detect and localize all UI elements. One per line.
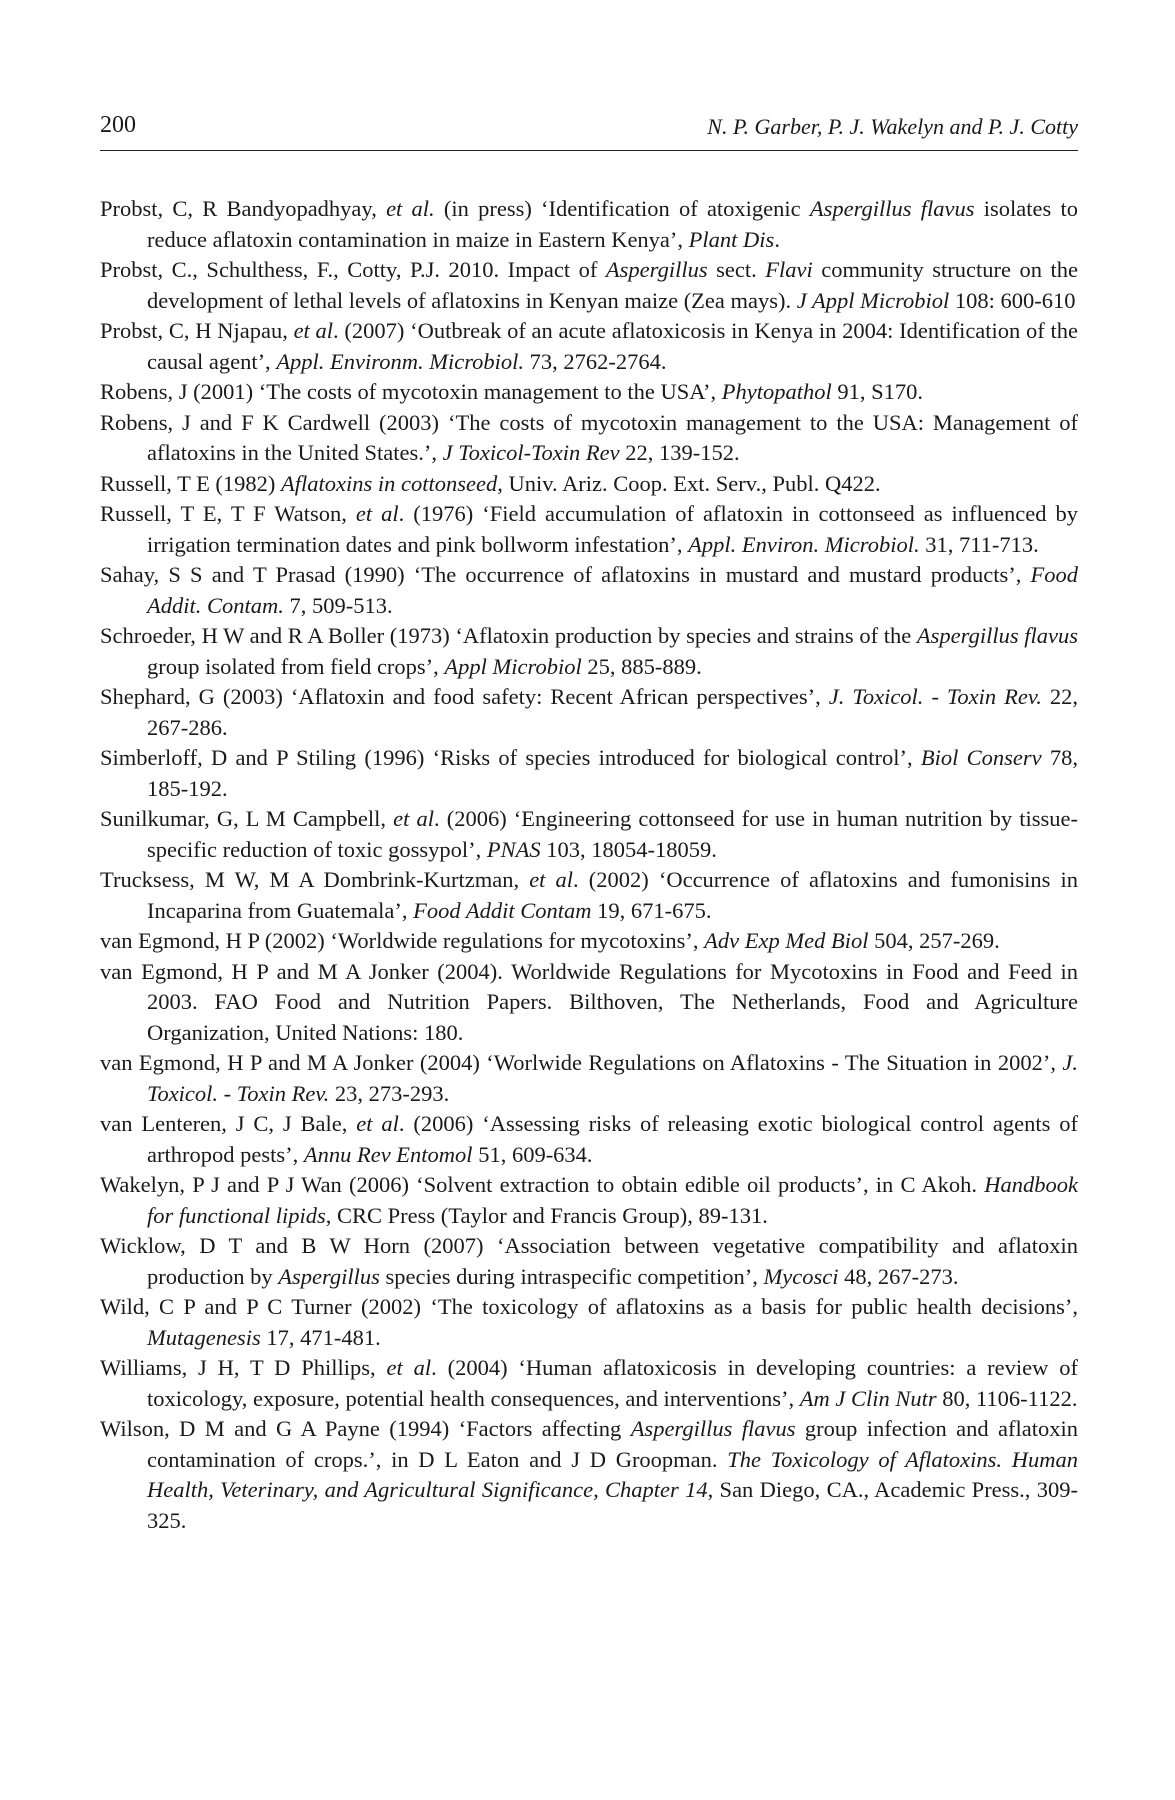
reference-text: van Lenteren, J C, J Bale,: [100, 1111, 357, 1136]
reference-text: 25, 885-889.: [581, 653, 702, 679]
reference-text: Simberloff, D and P Stiling (1996) ‘Risks of species introduced for biological control’,: [100, 745, 921, 770]
reference-italic-text: Aspergillus flavus: [916, 623, 1078, 648]
reference-entry: [100, 682, 1078, 743]
reference-text: Wakelyn, P J and P J Wan (2006) ‘Solvent extraction to obtain edible oil products’, in C Akoh.: [100, 1172, 985, 1197]
reference-entry: [100, 316, 1078, 377]
reference-text: Wicklow, D T and B W Horn (2007) ‘Association between vegetative compatibility and aflatoxin production by: [100, 1233, 1078, 1289]
reference-entry: [100, 1170, 1078, 1231]
reference-text: isolates to reduce aflatoxin contamination in maize in Eastern Kenya’,: [147, 196, 1078, 252]
reference-text: Sunilkumar, G, L M Campbell,: [100, 806, 394, 831]
reference-text: 22, 267-286.: [147, 684, 1079, 740]
reference-entry: [100, 560, 1078, 621]
reference-italic-text: et al.: [386, 196, 435, 221]
reference-italic-text: J. Toxicol. - Toxin Rev.: [828, 684, 1042, 709]
reference-entry: [100, 1414, 1078, 1536]
reference-italic-text: J. Toxicol. - Toxin Rev.: [147, 1050, 1078, 1106]
reference-text: community structure on the development of lethal levels of aflatoxins in Kenyan maize (Zea mays).: [147, 257, 1078, 313]
reference-entry: [100, 743, 1078, 804]
reference-italic-text: Aspergillus: [605, 257, 708, 282]
reference-entry: [100, 469, 1078, 500]
reference-text: .: [774, 226, 780, 252]
reference-italic-text: Appl Microbiol: [444, 653, 582, 679]
reference-italic-text: Adv Exp Med Biol: [704, 928, 869, 953]
reference-text: Wilson, D M and G A Payne (1994) ‘Factors affecting: [100, 1416, 631, 1441]
reference-italic-text: et al: [293, 318, 334, 343]
reference-text: Schroeder, H W and R A Boller (1973) ‘Aflatoxin production by species and strains of the: [100, 623, 917, 648]
reference-italic-text: et al: [529, 867, 574, 892]
reference-text: 23, 273-293.: [329, 1080, 450, 1106]
reference-italic-text: et al: [393, 806, 434, 831]
page-header: [100, 112, 1078, 151]
reference-italic-text: Biol Conserv: [920, 745, 1042, 770]
reference-italic-text: The Toxicology of Aflatoxins. Human Health, Veterinary, and Agricultural Significance, Chapter 14: [147, 1446, 1078, 1502]
reference-entry: [100, 499, 1078, 560]
reference-italic-text: et al: [386, 1355, 432, 1380]
reference-italic-text: Aspergillus flavus: [809, 196, 975, 221]
reference-entry: [100, 1353, 1078, 1414]
reference-entry: [100, 957, 1078, 1049]
reference-entry: [100, 804, 1078, 865]
reference-italic-text: Phytopathol: [721, 379, 832, 404]
reference-text: 504, 257-269.: [868, 928, 1000, 953]
reference-text: 103, 18054-18059.: [540, 836, 717, 862]
reference-text: van Egmond, H P and M A Jonker (2004) ‘Worlwide Regulations on Aflatoxins - The Situation in 2002’,: [100, 1050, 1063, 1075]
running-head: N. P. Garber, P. J. Wakelyn and P. J. Cotty: [707, 114, 1078, 139]
page-number: 200: [100, 112, 136, 138]
reference-text: , CRC Press (Taylor and Francis Group), 89-131.: [325, 1202, 768, 1228]
reference-text: 78, 185-192.: [147, 745, 1078, 801]
reference-italic-text: Mycosci: [763, 1263, 839, 1289]
reference-text: Williams, J H, T D Phillips,: [100, 1355, 387, 1380]
reference-text: species during intraspecific competition’,: [379, 1263, 764, 1289]
reference-text: 19, 671-675.: [591, 897, 712, 923]
reference-text: van Egmond, H P and M A Jonker (2004). Worldwide Regulations for Mycotoxins in Food and Feed in 2003. FAO Food and Nutrition Papers. Bilthoven, The Netherlands, Food and Agriculture Organization, United Nations: 180.: [100, 958, 1078, 1045]
reference-text: Sahay, S S and T Prasad (1990) ‘The occurrence of aflatoxins in mustard and mustard products’,: [100, 562, 1031, 587]
reference-italic-text: Aspergillus: [278, 1263, 380, 1289]
reference-text: Probst, C, H Njapau,: [100, 318, 294, 343]
reference-text: . (2007) ‘Outbreak of an acute aflatoxicosis in Kenya in 2004: Identification of the causal agent’,: [147, 318, 1078, 374]
reference-text: 31, 711-713.: [919, 531, 1039, 557]
reference-italic-text: Aspergillus flavus: [630, 1416, 796, 1441]
reference-entry: [100, 1109, 1078, 1170]
reference-text: 80, 1106-1122.: [936, 1385, 1078, 1411]
reference-text: group isolated from field crops’,: [147, 653, 445, 679]
reference-italic-text: et al: [356, 1111, 399, 1136]
reference-italic-text: Plant Dis: [688, 226, 775, 252]
reference-entry: [100, 194, 1078, 255]
reference-text: Trucksess, M W, M A Dombrink-Kurtzman,: [100, 867, 530, 892]
reference-text: , Univ. Ariz. Coop. Ext. Serv., Publ. Q422.: [497, 470, 881, 496]
reference-text: . (2002) ‘Occurrence of aflatoxins and fumonisins in Incaparina from Guatemala’,: [147, 867, 1078, 923]
reference-text: , San Diego, CA., Academic Press., 309-325.: [147, 1477, 1079, 1533]
reference-entry: [100, 1231, 1078, 1292]
reference-entry: [100, 1292, 1078, 1353]
reference-text: 91, S170.: [831, 379, 924, 404]
reference-text: group infection and aflatoxin contamination of crops.’, in D L Eaton and J D Groopman.: [147, 1416, 1079, 1472]
reference-italic-text: Flavi: [765, 257, 813, 282]
reference-text: sect.: [707, 257, 766, 282]
reference-italic-text: Food Addit Contam: [413, 897, 592, 923]
reference-text: . (2006) ‘Assessing risks of releasing exotic biological control agents of arthropod pests’,: [147, 1111, 1078, 1167]
reference-text: Russell, T E, T F Watson,: [100, 501, 356, 526]
reference-italic-text: Appl. Environm. Microbiol.: [276, 348, 524, 374]
reference-text: . (2006) ‘Engineering cottonseed for use in human nutrition by tissue-specific reduction of toxic gossypol’,: [147, 806, 1078, 862]
reference-italic-text: Aflatoxins in cottonseed: [281, 470, 498, 496]
reference-italic-text: et al: [355, 501, 399, 526]
reference-entry: [100, 408, 1078, 469]
reference-text: Wild, C P and P C Turner (2002) ‘The toxicology of aflatoxins as a basis for public health decisions’,: [100, 1294, 1078, 1319]
reference-text: Russell, T E (1982): [100, 470, 282, 496]
reference-text: 48, 267-273.: [838, 1263, 959, 1289]
reference-entry: [100, 865, 1078, 926]
reference-text: 73, 2762-2764.: [524, 348, 667, 374]
reference-text: van Egmond, H P (2002) ‘Worldwide regulations for mycotoxins’,: [100, 928, 705, 953]
reference-italic-text: Mutagenesis: [147, 1324, 261, 1350]
reference-italic-text: J Toxicol-Toxin Rev: [442, 440, 620, 465]
reference-italic-text: Handbook for functional lipids: [147, 1172, 1078, 1228]
reference-entry: [100, 255, 1078, 316]
reference-text: . (2004) ‘Human aflatoxicosis in developing countries: a review of toxicology, exposure, potential health consequences, and interventions’,: [147, 1355, 1078, 1411]
reference-entry: [100, 1048, 1078, 1109]
reference-text: Robens, J (2001) ‘The costs of mycotoxin management to the USA’,: [100, 379, 722, 404]
reference-italic-text: Am J Clin Nutr: [799, 1385, 937, 1411]
reference-italic-text: PNAS: [486, 836, 541, 862]
reference-italic-text: J Appl Microbiol: [796, 287, 950, 313]
reference-text: 7, 509-513.: [283, 592, 393, 618]
reference-text: Probst, C, R Bandyopadhyay,: [100, 196, 387, 221]
reference-entry: [100, 377, 1078, 408]
reference-text: Robens, J and F K Cardwell (2003) ‘The costs of mycotoxin management to the USA: Management of aflatoxins in the United States.’,: [100, 409, 1078, 465]
reference-italic-text: Annu Rev Entomol: [303, 1141, 473, 1167]
reference-entry: [100, 621, 1078, 682]
reference-text: (in press) ‘Identification of atoxigenic: [434, 196, 810, 221]
reference-text: Shephard, G (2003) ‘Aflatoxin and food safety: Recent African perspectives’,: [100, 684, 829, 709]
reference-list: [100, 194, 1078, 1536]
reference-text: 108: 600-610: [949, 287, 1076, 313]
reference-text: . (1976) ‘Field accumulation of aflatoxin in cottonseed as influenced by irrigation termination dates and pink bollworm infestation’,: [147, 501, 1078, 557]
reference-entry: [100, 926, 1078, 957]
reference-text: Probst, C., Schulthess, F., Cotty, P.J. 2010. Impact of: [100, 257, 606, 282]
reference-text: 17, 471-481.: [260, 1324, 381, 1350]
reference-text: 51, 609-634.: [472, 1141, 593, 1167]
reference-italic-text: Appl. Environ. Microbiol.: [688, 531, 920, 557]
reference-italic-text: Food Addit. Contam.: [147, 562, 1078, 618]
reference-text: 22, 139-152.: [619, 440, 740, 465]
